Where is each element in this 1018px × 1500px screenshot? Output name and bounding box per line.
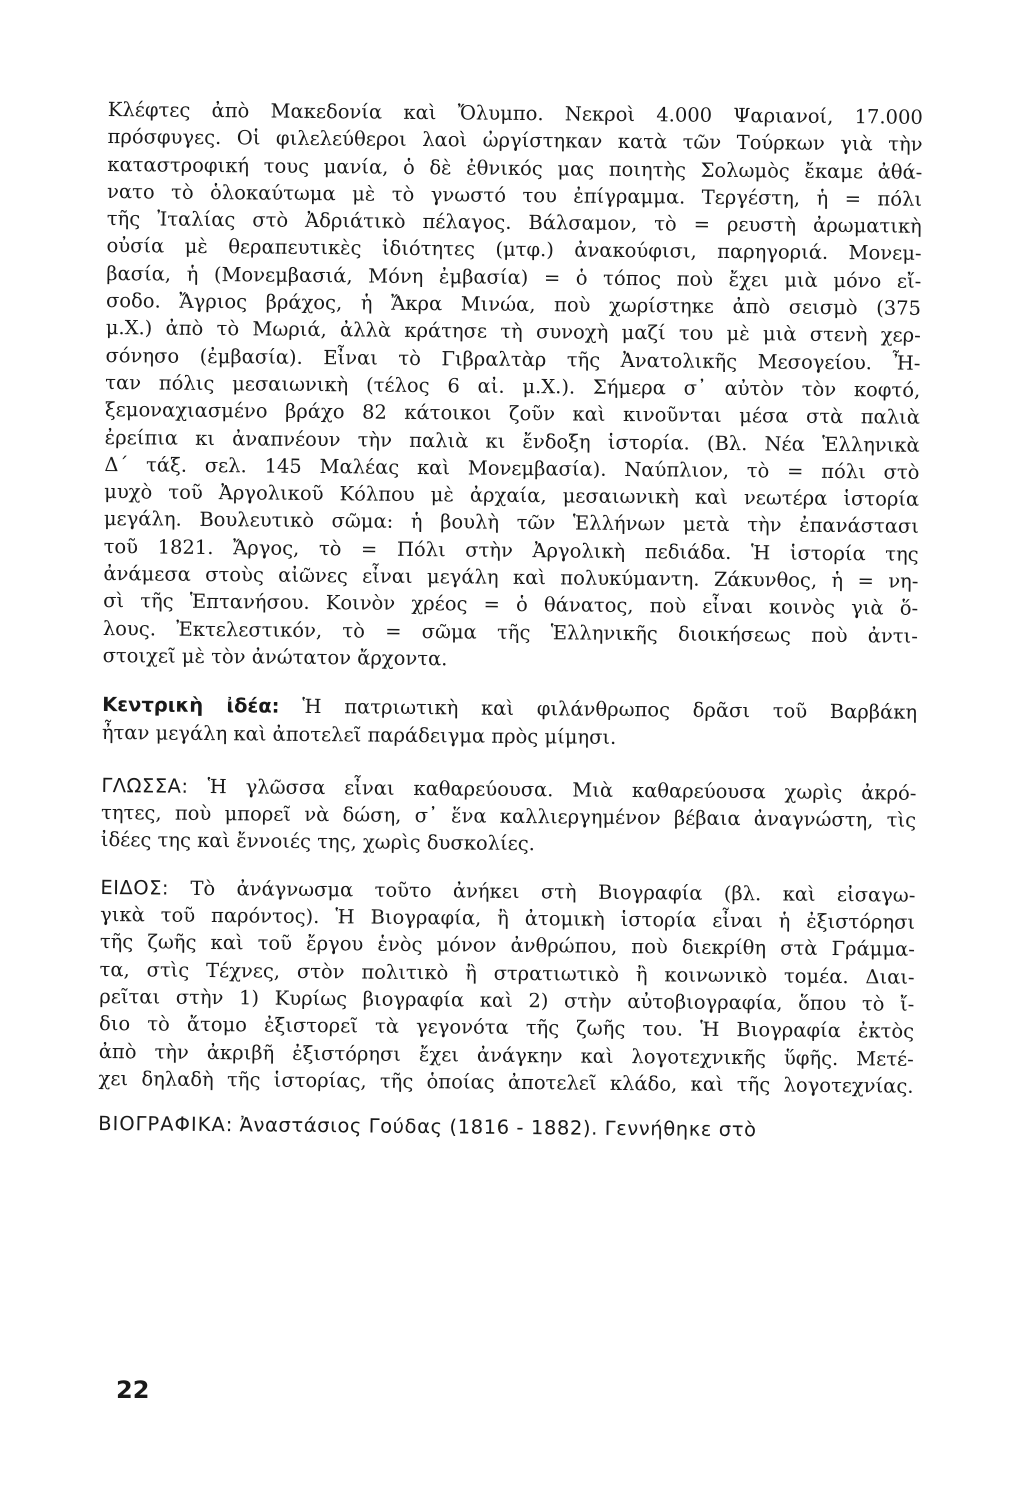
genre-text: Τὸ ἀνάγνωσμα τοῦτο ἀνήκει στὴ Βιογραφία (βλ. καὶ εἰσαγω- <box>190 876 916 907</box>
text-line: μ.Χ.) ἀπὸ τὸ Μωριά, ἀλλὰ κράτησε τὴ συνοχὴ μαζί του μὲ μιὰ στενὴ χερ- <box>105 316 921 348</box>
central-idea-text-line2: ἦταν μεγάλη καὶ ἀποτελεῖ παράδειγμα πρὸς μίμησι. <box>101 720 617 749</box>
text-line: σὶ τῆς Ἑπτανήσου. Κοινὸν χρέος = ὁ θάνατος, ποὺ εἶναι κοινὸς γιὰ ὅ- <box>103 589 919 621</box>
text-line: βασία, ἡ (Μονεμβασιά, Μόνη ἐμβασία) = ὁ τόπος ποὺ ἔχει μιὰ μόνο εἴ- <box>106 261 922 293</box>
text-line: Δ΄ τάξ. σελ. 145 Μαλέας καὶ Μονεμβασία). Ναύπλιον, τὸ = πόλι στὸ <box>104 452 920 484</box>
text-line: σόνησο (ἐμβασία). Εἶναι τὸ Γιβραλτὰρ τῆς Ἀνατολικῆς Μεσογείου. Ἦ- <box>105 343 921 375</box>
glossary-paragraph <box>102 96 922 677</box>
text-line: μεγάλη. Βουλευτικὸ σῶμα: ἡ βουλὴ τῶν Ἑλλήνων μετὰ τὴν ἐπανάστασι <box>103 507 920 539</box>
text-line: ἀνάμεσα στοὺς αἰῶνες εἶναι μεγάλη καὶ πολυκύμαντη. Ζάκυνθος, ἡ = νη- <box>103 562 919 593</box>
central-idea-text: Ἡ πατριωτικὴ καὶ φιλάνθρωπος δρᾶσι τοῦ Βαρβάκη <box>302 695 918 725</box>
text-line: στοιχεῖ μὲ τὸν ἀνώτατον ἄρχοντα. <box>102 643 448 671</box>
text-line: τοῦ 1821. Ἄργος, τὸ = Πόλι στὴν Ἀργολικὴ πεδιάδα. Ἡ ἱστορία της <box>103 534 919 566</box>
biography-label: ΒΙΟΓΡΑΦΙΚΑ: <box>98 1112 234 1137</box>
text-line: καταστροφική τους μανία, ὁ δὲ ἐθνικός μας ποιητὴς Σολωμὸς ἔκαμε ἀθά- <box>107 152 923 184</box>
language-text-line3: ἰδέες της καὶ ἔννοιές της, χωρὶς δυσκολίες. <box>100 828 536 856</box>
central-idea-section <box>102 691 917 753</box>
text-line: ταν πόλις μεσαιωνικὴ (τέλος 6 αἰ. μ.Χ.). Σήμερα σ᾽ αὐτὸν τὸν κοφτό, <box>105 370 921 402</box>
genre-text-line: διο τὸ ἄτομο ἐξιστορεῖ τὰ γεγονότα τῆς ζωῆς του. Ἡ Βιογραφία ἐκτὸς <box>98 1012 915 1043</box>
language-text: Ἡ γλῶσσα εἶναι καθαρεύουσα. Μιὰ καθαρεύουσα χωρὶς ἀκρό- <box>207 774 917 805</box>
language-label: ΓΛΩΣΣΑ: <box>101 773 189 798</box>
biography-text: Ἀναστάσιος Γούδας (1816 - 1882). Γεννήθηκε στὸ <box>239 1113 757 1142</box>
genre-text-line: ρεῖται στὴν 1) Κυρίως βιογραφία καὶ 2) στὴν αὐτοβιογραφία, ὅπου τὸ ἴ- <box>99 984 915 1016</box>
text-line: λους. Ἐκτελεστικόν, τὸ = σῶμα τῆς Ἑλληνικῆς διοικήσεως ποὺ ἀντι- <box>102 616 918 648</box>
genre-text-line: ἀπὸ τὴν ἀκριβῆ ἐξιστόρησι ἔχει ἀνάγκην καὶ λογοτεχνικῆς ὕφῆς. Μετέ- <box>98 1039 914 1071</box>
genre-text-line: χει δηλαδὴ τῆς ἱστορίας, τῆς ὁποίας ἀποτελεῖ κλάδο, καὶ τῆς λογοτεχνίας. <box>98 1066 914 1098</box>
central-idea-label: Κεντρικὴ ἰδέα: <box>102 693 280 718</box>
text-line: τῆς Ἰταλίας στὸ Ἀδριάτικὸ πέλαγος. Βάλσαμον, τὸ = ρευστὴ ἀρωματικὴ <box>106 207 922 239</box>
text-line: Κλέφτες ἀπὸ Μακεδονία καὶ Ὄλυμπο. Νεκροὶ 4.000 Ψαριανοί, 17.000 <box>107 97 923 129</box>
text-line: πρόσφυγες. Οἱ φιλελεύθεροι λαοὶ ὠργίστηκαν κατὰ τῶν Τούρκων γιὰ τὴν <box>107 125 923 157</box>
genre-section <box>98 874 915 1100</box>
text-line: οὐσία μὲ θεραπευτικὲς ἰδιότητες (μτφ.) ἀνακούφισι, παρηγοριά. Μονεμ- <box>106 234 922 266</box>
genre-text-line: τα, στὶς Τέχνες, στὸν πολιτικὸ ἢ στρατιωτικὸ ἢ κοινωνικὸ τομέα. Διαι- <box>99 957 915 989</box>
text-line: ξεμοναχιασμένο βράχο 82 κάτοικοι ζοῦν καὶ κινοῦνται μέσα στὰ παλιὰ <box>104 398 921 430</box>
page-content <box>98 96 923 1145</box>
text-line: μυχὸ τοῦ Ἀργολικοῦ Κόλπου μὲ ἀρχαία, μεσαιωνικὴ καὶ νεωτέρα ἱστορία <box>104 480 920 511</box>
text-line: νατο τὸ ὁλοκαύτωμα μὲ τὸ γνωστό του ἐπίγραμμα. Τεργέστη, ἡ = πόλι <box>106 179 923 211</box>
genre-label: ΕΙΔΟΣ: <box>100 875 170 900</box>
language-text-line2: τητες, ποὺ μπορεῖ νὰ δώση, σ᾽ ἕνα καλλιεργημένον βέβαια ἀναγνώστη, τὶς <box>101 801 917 832</box>
page-number: 22 <box>116 1376 150 1404</box>
genre-text-line: τῆς ζωῆς καὶ τοῦ ἔργου ἑνὸς μόνον ἀνθρώπου, ποὺ διεκρίθη στὰ Γράμμα- <box>99 930 915 962</box>
language-section <box>101 772 917 862</box>
genre-text-line: γικὰ τοῦ παρόντος). Ἡ Βιογραφία, ἢ ἀτομικὴ ἱστορία εἶναι ἡ ἐξιστόρησι <box>100 902 916 934</box>
text-line: ἐρείπια κι ἀναπνέουν τὴν παλιὰ κι ἔνδοξη ἱστορία. (Βλ. Νέα Ἑλληνικὰ <box>104 425 920 457</box>
text-line: σοδο. Ἄγριος βράχος, ἡ Ἄκρα Μινώα, ποὺ χωρίστηκε ἀπὸ σεισμὸ (375 <box>105 289 922 320</box>
